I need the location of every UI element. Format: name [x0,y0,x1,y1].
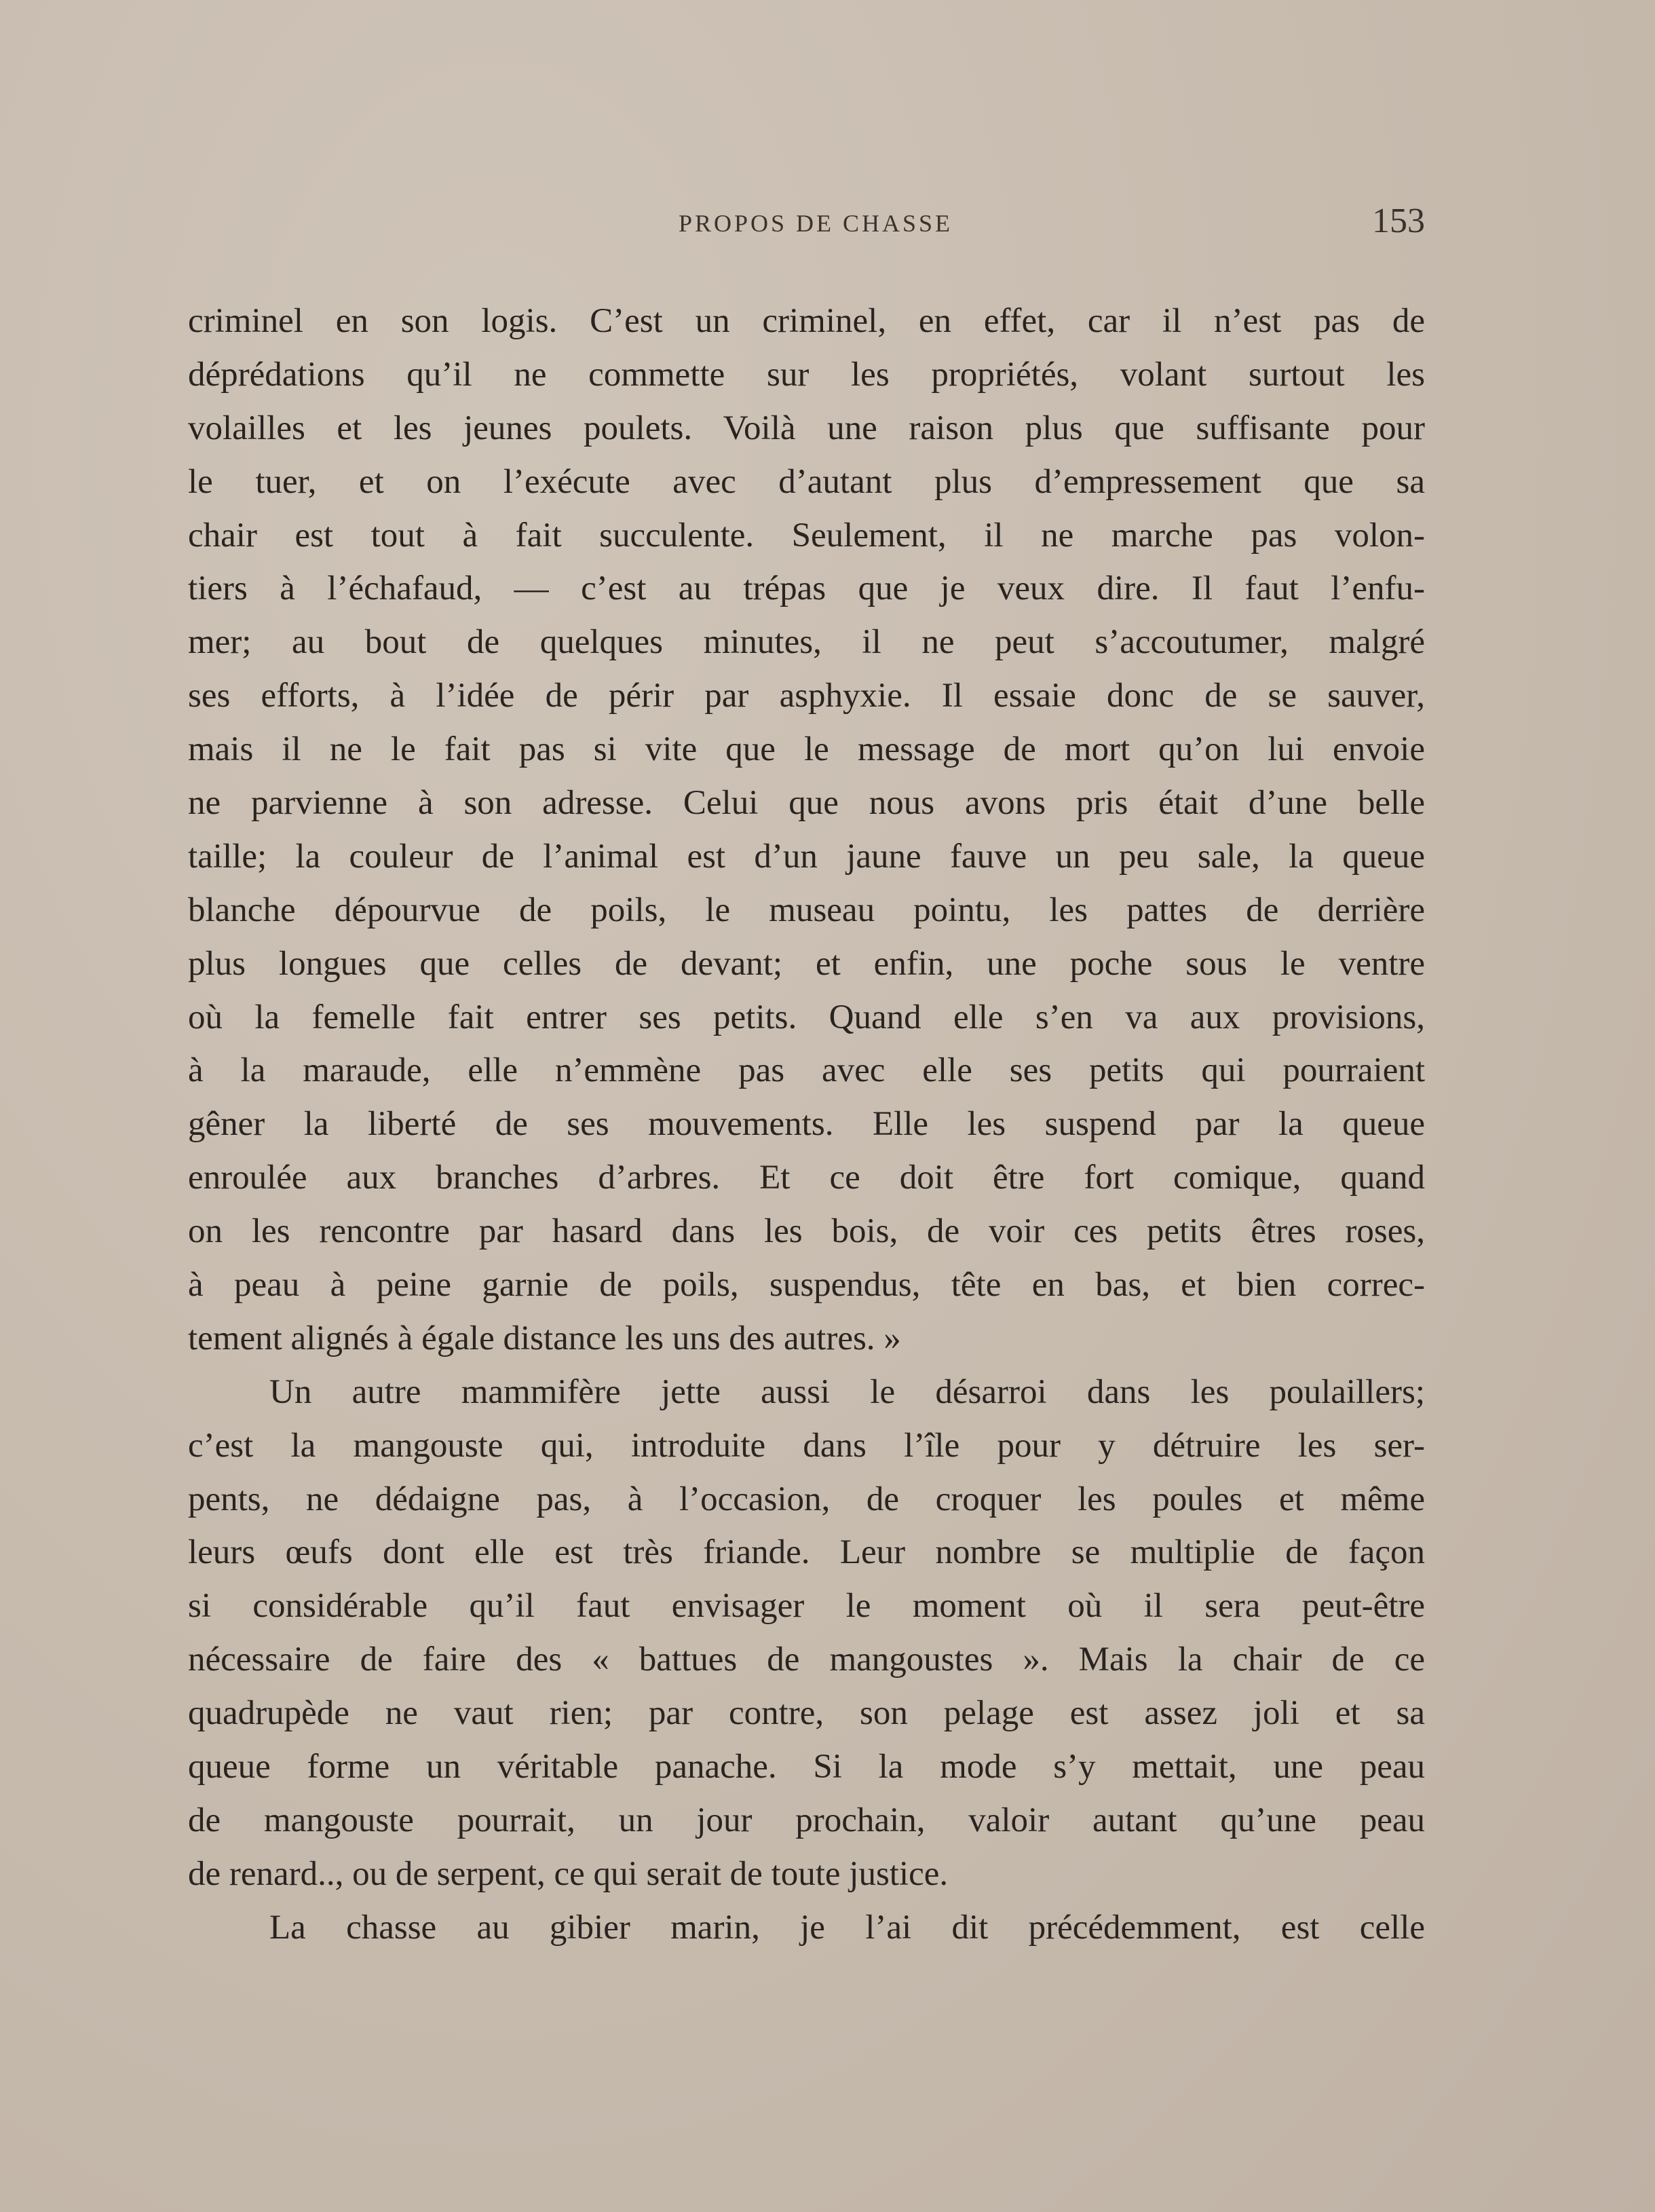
text-line: où la femelle fait entrer ses petits. Quand elle s’en va aux provisions, [188,998,1425,1036]
text-line: criminel en son logis. C’est un criminel, en effet, car il n’est pas de [188,302,1425,340]
text-line: La chasse au gibier marin, je l’ai dit précédemment, est celle [269,1908,1425,1947]
running-title: PROPOS DE CHASSE [678,210,953,237]
text-line: de mangouste pourrait, un jour prochain, valoir autant qu’une peau [188,1801,1425,1839]
text-line: Un autre mammifère jette aussi le désarroi dans les poulaillers; [269,1372,1425,1411]
text-line: leurs œufs dont elle est très friande. Leur nombre se multiplie de façon [188,1533,1425,1572]
text-line: mais il ne le fait pas si vite que le message de mort qu’on lui envoie [188,730,1425,769]
body-text [188,295,1425,1955]
text-line: ses efforts, à l’idée de périr par asphyxie. Il essaie donc de se sauver, [188,677,1425,715]
text-line: quadrupède ne vaut rien; par contre, son pelage est assez joli et sa [188,1694,1425,1733]
text-line: à peau à peine garnie de poils, suspendus, tête en bas, et bien correc- [188,1266,1425,1305]
text-line: taille; la couleur de l’animal est d’un jaune fauve un peu sale, la queue [188,837,1425,876]
page-number: 153 [1372,202,1425,240]
text-line: queue forme un véritable panache. Si la mode s’y mettait, une peau [188,1748,1425,1786]
text-line: chair est tout à fait succulente. Seulement, il ne marche pas volon- [188,516,1425,555]
text-line: tiers à l’échafaud, — c’est au trépas que je veux dire. Il faut l’enfu- [188,569,1425,608]
text-line: ne parvienne à son adresse. Celui que nous avons pris était d’une belle [188,784,1425,823]
text-line: nécessaire de faire des « battues de mangoustes ». Mais la chair de ce [188,1641,1425,1679]
text-line: de renard.., ou de serpent, ce qui serait de toute justice. [188,1854,949,1893]
text-line: si considérable qu’il faut envisager le moment où il sera peut-être [188,1587,1425,1626]
text-line: enroulée aux branches d’arbres. Et ce doit être fort comique, quand [188,1159,1425,1197]
text-line: mer; au bout de quelques minutes, il ne peut s’accoutumer, malgré [188,623,1425,662]
text-line: c’est la mangouste qui, introduite dans l’île pour y détruire les ser- [188,1426,1425,1465]
text-line: blanche dépourvue de poils, le museau pointu, les pattes de derrière [188,891,1425,929]
text-line: pents, ne dédaigne pas, à l’occasion, de croquer les poules et même [188,1480,1425,1518]
text-line: le tuer, et on l’exécute avec d’autant plus d’empressement que sa [188,462,1425,501]
text-line: volailles et les jeunes poulets. Voilà une raison plus que suffisante pour [188,409,1425,447]
text-line: gêner la liberté de ses mouvements. Elle les suspend par la queue [188,1105,1425,1144]
text-line: plus longues que celles de devant; et enfin, une poche sous le ventre [188,944,1425,983]
text-line: à la maraude, elle n’emmène pas avec elle ses petits qui pourraient [188,1051,1425,1090]
text-line: on les rencontre par hasard dans les bois, de voir ces petits êtres roses, [188,1212,1425,1251]
text-line: déprédations qu’il ne commette sur les propriétés, volant surtout les [188,355,1425,394]
text-line: tement alignés à égale distance les uns des autres. » [188,1319,901,1357]
